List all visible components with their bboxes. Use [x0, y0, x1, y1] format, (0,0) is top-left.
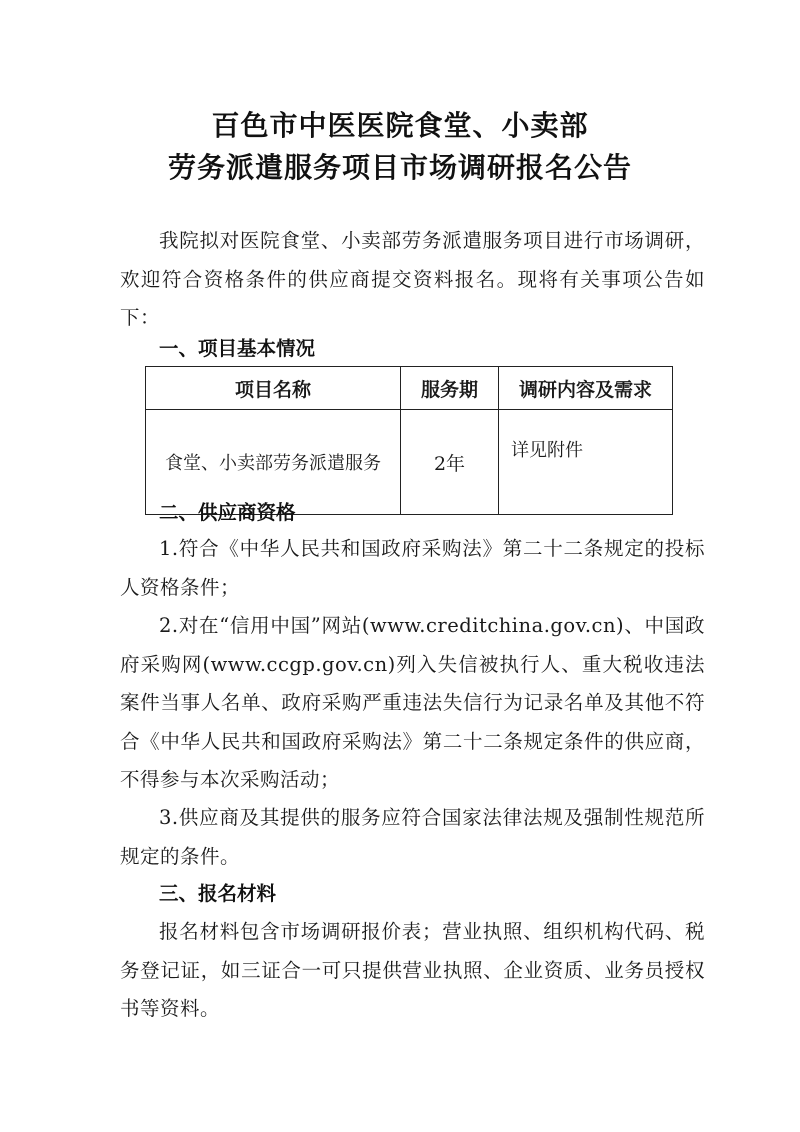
- materials-paragraph: 报名材料包含市场调研报价表；营业执照、组织机构代码、税务登记证，如三证合一可只提供营业执照、企业资质、业务员授权书等资料。: [120, 920, 705, 1020]
- table-header-cell: 服务期: [401, 367, 499, 410]
- table-cell: 详见附件: [499, 410, 673, 515]
- document-title-line1: 百色市中医医院食堂、小卖部: [211, 109, 589, 142]
- table-cell: 2年: [401, 410, 499, 515]
- section3-heading: 三、报名材料: [159, 882, 277, 905]
- qualification-item: 2.对在“信用中国”网站(www.creditchina.gov.cn)、中国政府采购网(www.ccgp.gov.cn)列入失信被执行人、重大税收违法案件当事人名单、政府采购严重违法失信行为记录名单及其他不符合《中华人民共和国政府采购法》第二十二条规定条件的供应商，不得参与本次采购活动；: [120, 614, 705, 791]
- section1-heading: 一、项目基本情况: [159, 337, 316, 360]
- section2-heading: 二、供应商资格: [159, 501, 296, 524]
- table-header-row: [146, 367, 673, 410]
- project-table: [145, 366, 673, 515]
- qualification-item: 1.符合《中华人民共和国政府采购法》第二十二条规定的投标人资格条件；: [120, 537, 705, 599]
- document-title-line2: 劳务派遣服务项目市场调研报名公告: [167, 151, 632, 184]
- table-header-cell: 调研内容及需求: [499, 367, 673, 410]
- intro-paragraph: 我院拟对医院食堂、小卖部劳务派遣服务项目进行市场调研，欢迎符合资格条件的供应商提交资料报名。现将有关事项公告如下：: [120, 229, 705, 329]
- table-header-cell: 项目名称: [146, 367, 401, 410]
- table-cell: 食堂、小卖部劳务派遣服务: [146, 410, 401, 515]
- qualification-item: 3.供应商及其提供的服务应符合国家法律法规及强制性规范所规定的条件。: [120, 806, 705, 868]
